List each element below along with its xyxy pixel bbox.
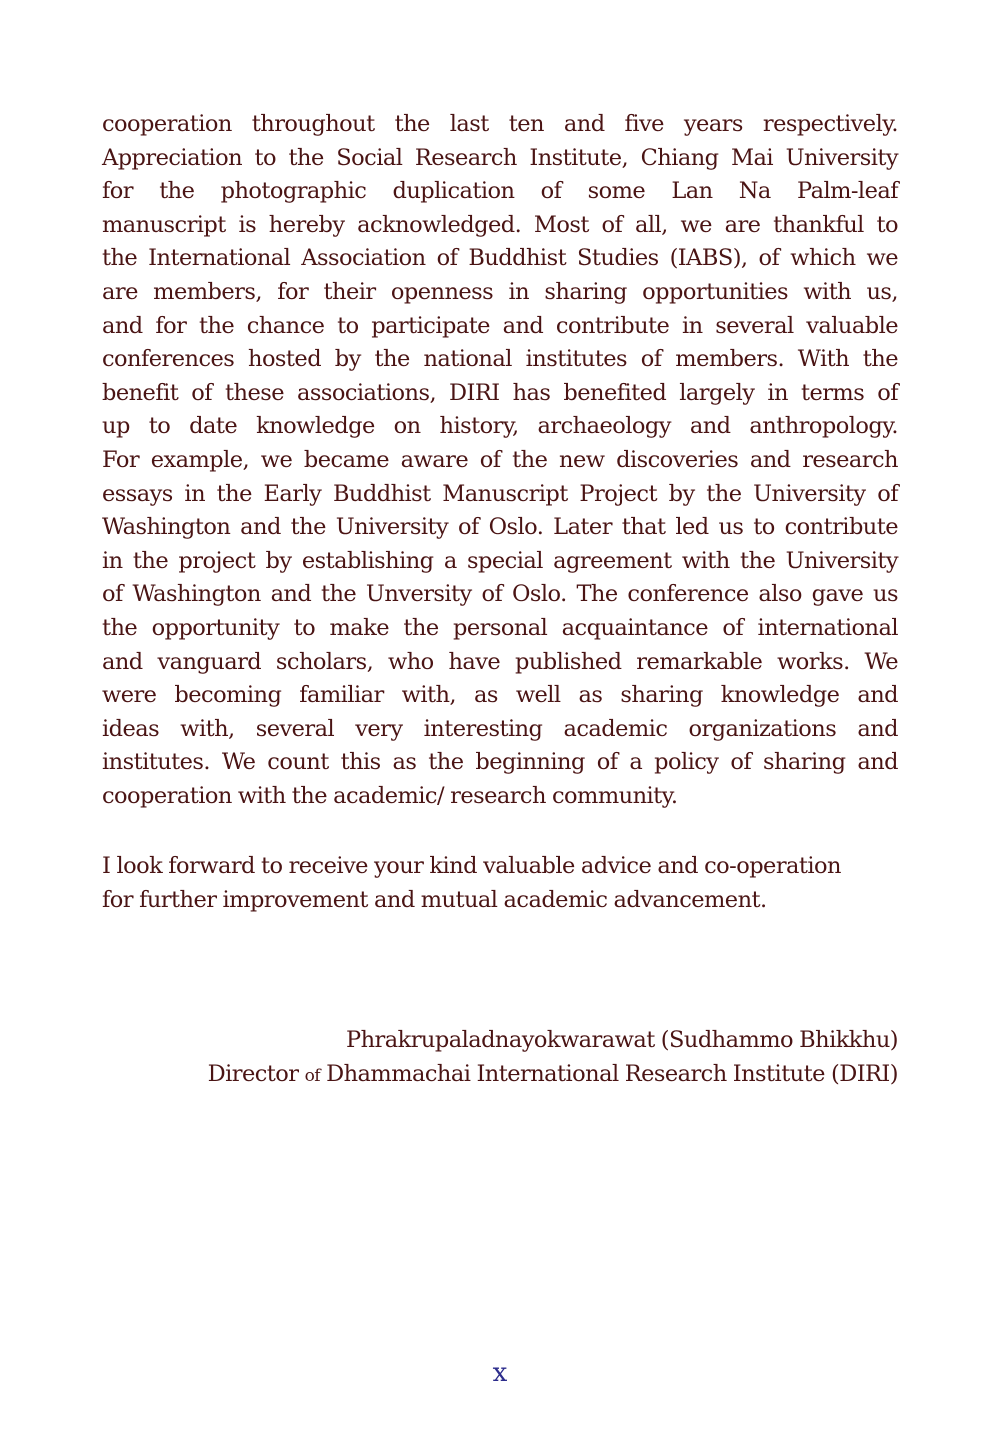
- text-line: the opportunity to make the personal acquaintance of international: [102, 614, 898, 641]
- text-line: Appreciation to the Social Research Institute, Chiang Mai University: [102, 144, 898, 171]
- text-line: and for the chance to participate and contribute in several valuable: [102, 312, 898, 339]
- text-line: cooperation with the academic/ research community.: [102, 782, 678, 809]
- text-line: for the photographic duplication of some Lan Na Palm-leaf: [102, 178, 898, 205]
- paragraph-closing: [102, 850, 898, 917]
- text-line: Washington and the University of Oslo. Later that led us to contribute: [102, 514, 898, 541]
- text-line: benefit of these associations, DIRI has benefited largely in terms of: [102, 379, 898, 406]
- text-line: were becoming familiar with, as well as sharing knowledge and: [102, 682, 898, 709]
- signatory-title: [208, 1057, 898, 1091]
- page-number: x: [492, 1358, 508, 1388]
- text-line: institutes. We count this as the beginning of a policy of sharing and: [102, 749, 898, 776]
- text-line: in the project by establishing a special agreement with the University: [102, 547, 898, 574]
- text-line: manuscript is hereby acknowledged. Most of all, we are thankful to: [102, 211, 898, 238]
- title-prefix: Director: [207, 1061, 299, 1087]
- title-org: Dhammachai International Research Institute (DIRI): [326, 1061, 898, 1087]
- text-line: I look forward to receive your kind valuable advice and co-operation: [102, 853, 841, 879]
- text-line: conferences hosted by the national institutes of members. With the: [102, 346, 898, 373]
- text-line: for further improvement and mutual academic advancement.: [102, 886, 767, 913]
- title-of: of: [304, 1066, 321, 1086]
- text-line: ideas with, several very interesting academic organizations and: [102, 715, 898, 742]
- text-line: essays in the Early Buddhist Manuscript Project by the University of: [102, 480, 898, 507]
- text-line: the International Association of Buddhist Studies (IABS), of which we: [102, 245, 898, 272]
- text-line: cooperation throughout the last ten and five years respectively.: [102, 111, 898, 137]
- text-line: of Washington and the Unversity of Oslo. The conference also gave us: [102, 581, 898, 608]
- text-line: and vanguard scholars, who have published remarkable works. We: [102, 648, 898, 675]
- signature-block: [208, 1023, 898, 1091]
- text-line: up to date knowledge on history, archaeology and anthropology.: [102, 413, 898, 440]
- text-line: For example, we became aware of the new discoveries and research: [102, 446, 898, 473]
- text-line: are members, for their openness in sharing opportunities with us,: [102, 278, 898, 305]
- paragraph-acknowledgements: [102, 108, 898, 813]
- signatory-name: Phrakrupaladnayokwarawat (Sudhammo Bhikkhu): [346, 1027, 898, 1053]
